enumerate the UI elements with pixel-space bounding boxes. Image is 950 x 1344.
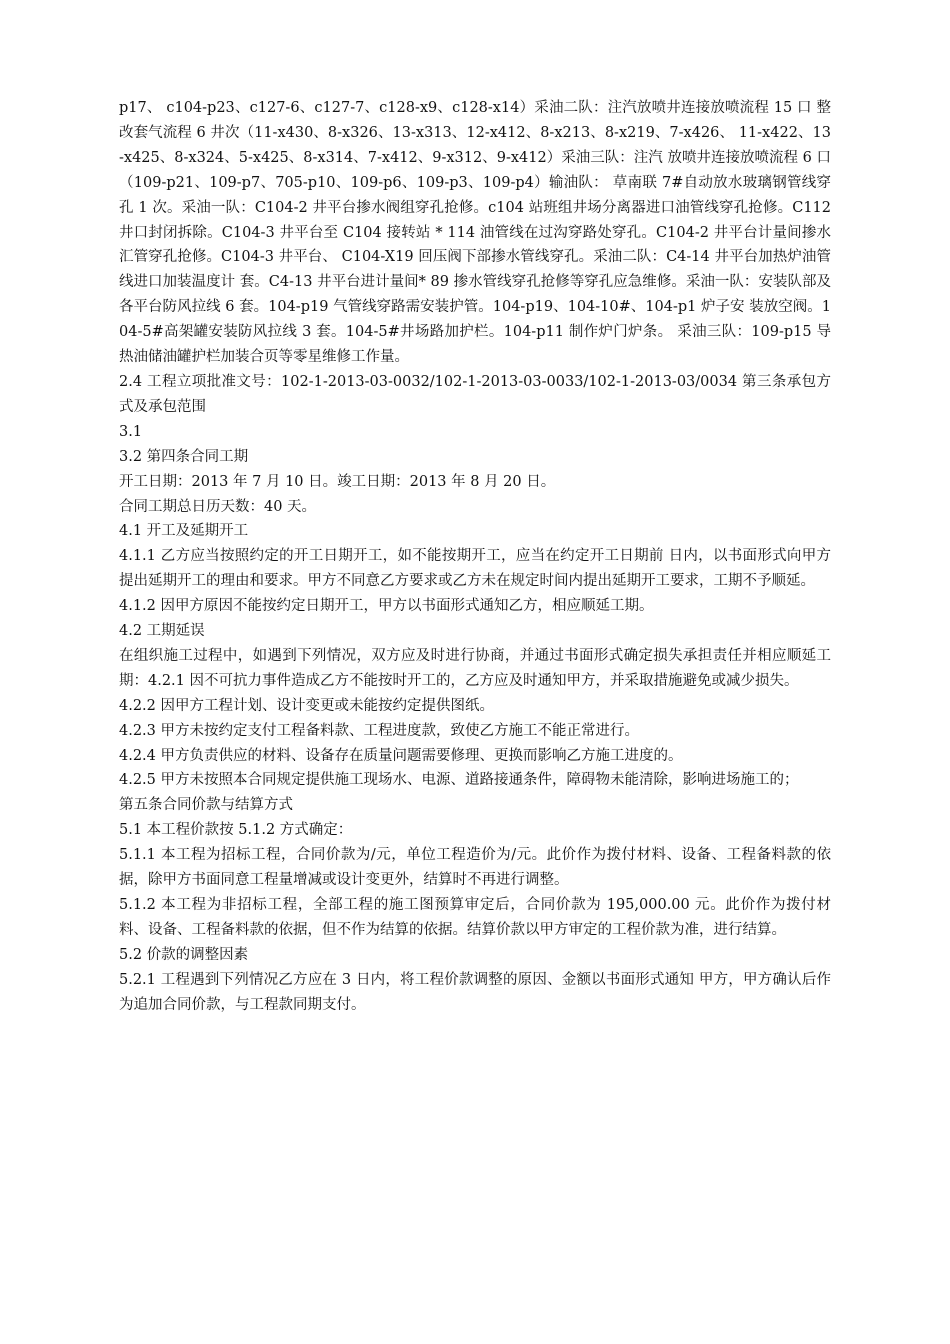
paragraph-4-2-2: 4.2.2 因甲方工程计划、设计变更或未能按约定提供图纸。 [119, 697, 495, 714]
paragraph-article-5: 第五条合同价款与结算方式 [119, 797, 293, 814]
paragraph-5-1: 5.1 本工程价款按 5.1.2 方式确定： [119, 822, 353, 839]
paragraph-4-2-1: 在组织施工过程中，如遇到下列情况，双方应及时进行协商，并通过书面形式确定损失承担责任并相应顺延工期：4.2.1 因不可抗力事件造成乙方不能按时开工的，乙方应及时通知甲方，并采取措施避免或减少损失。 [119, 647, 831, 689]
paragraph-4-2-4: 4.2.4 甲方负责供应的材料、设备存在质量问题需要修理、更换而影响乙方施工进度的。 [119, 747, 683, 764]
paragraph-5-1-2: 5.1.2 本工程为非招标工程，全部工程的施工图预算审定后，合同价款为 195,000.00 元。此价作为拨付材料、设备、工程备料款的依据，但不作为结算的依据。结算价款以甲方审定的工程价款为准，进行结算。 [119, 897, 831, 938]
paragraph-4-1-2: 4.1.2 因甲方原因不能按约定日期开工，甲方以书面形式通知乙方，相应顺延工期。 [119, 598, 654, 615]
paragraph-dates: 开工日期：2013 年 7 月 10 日。竣工日期：2013 年 8 月 20 日。 [119, 473, 556, 490]
paragraph-3-2: 3.2 第四条合同工期 [119, 448, 249, 465]
paragraph-4-2-5: 4.2.5 甲方未按照本合同规定提供施工现场水、电源、道路接通条件，障碍物未能清除，影响进场施工的； [119, 772, 799, 789]
paragraph-4-1-1: 4.1.1 乙方应当按照约定的开工日期开工，如不能按期开工，应当在约定开工日期前 日内，以书面形式向甲方提出延期开工的理由和要求。甲方不同意乙方要求或乙方未在规定时间内提出延期开工要求，工期不予顺延。 [119, 548, 831, 590]
paragraph-2-4: 2.4 工程立项批准文号：102-1-2013-03-0032/102-1-2013-03-0033/102-1-2013-03/0034 第三条承包方式及承包范围 [119, 373, 831, 415]
paragraph-4-2-3: 4.2.3 甲方未按约定支付工程备料款、工程进度款，致使乙方施工不能正常进行。 [119, 722, 640, 739]
paragraph-5-2: 5.2 价款的调整因素 [119, 946, 249, 963]
paragraph-3-1: 3.1 [119, 423, 143, 440]
paragraph-work-items: p17、 c104-p23、c127-6、c127-7、c128-x9、c128-x14）采油二队：注汽放喷井连接放喷流程 15 口 整改套气流程 6 井次（11-x430、8-x326、13-x313、12-x412、8-x213、8-x219、7-x426、 11-x422、13-x425、8-x324、5-x425、8-x314、7-x412、9-x312、9-x412）采油三队：注汽 放喷井连接放喷流程 6 口（109-p21、109-p7、705-p10、109-p6、109-p3、109-p4）输油队： 草南联 7#自动放水玻璃钢管线穿孔 1 次。采油一队：C104-2 井平台掺水阀组穿孔抢修。c104 站班组井场分离器进口油管线穿孔抢修。C112 井口封闭拆除。C104-3 井平台至 C104 接转站 * 114 油管线在过沟穿路处穿孔。C104-2 井平台计量间掺水汇管穿孔抢修。C104-3 井平台、 C104-X19 回压阀下部掺水管线穿孔。采油二队：C4-14 井平台加热炉油管线进口加装温度计 套。C4-13 井平台进计量间* 89 掺水管线穿孔抢修等穿孔应急维修。采油一队：安装队部及 各平台防风拉线 6 套。104-p19 气管线穿路需安装护管。104-p19、104-10#、104-p1 炉子安 装放空阀。104-5#高架罐安装防风拉线 3 套。104-5#井场路加护栏。104-p11 制作炉门炉条。 采油三队：109-p15 导热油储油罐护栏加装合页等零星维修工作量。 [119, 100, 831, 366]
paragraph-4-2: 4.2 工期延误 [119, 623, 205, 640]
document-body [119, 96, 831, 1018]
paragraph-4-1: 4.1 开工及延期开工 [119, 523, 249, 540]
paragraph-5-2-1: 5.2.1 工程遇到下列情况乙方应在 3 日内，将工程价款调整的原因、金额以书面形式通知 甲方，甲方确认后作为追加合同价款，与工程款同期支付。 [119, 971, 831, 1013]
paragraph-5-1-1: 5.1.1 本工程为招标工程，合同价款为/元，单位工程造价为/元。此价作为拨付材料、设备、工程备料款的依据，除甲方书面同意工程量增减或设计变更外，结算时不再进行调整。 [119, 847, 831, 889]
paragraph-total-days: 合同工期总日历天数：40 天。 [119, 498, 317, 515]
